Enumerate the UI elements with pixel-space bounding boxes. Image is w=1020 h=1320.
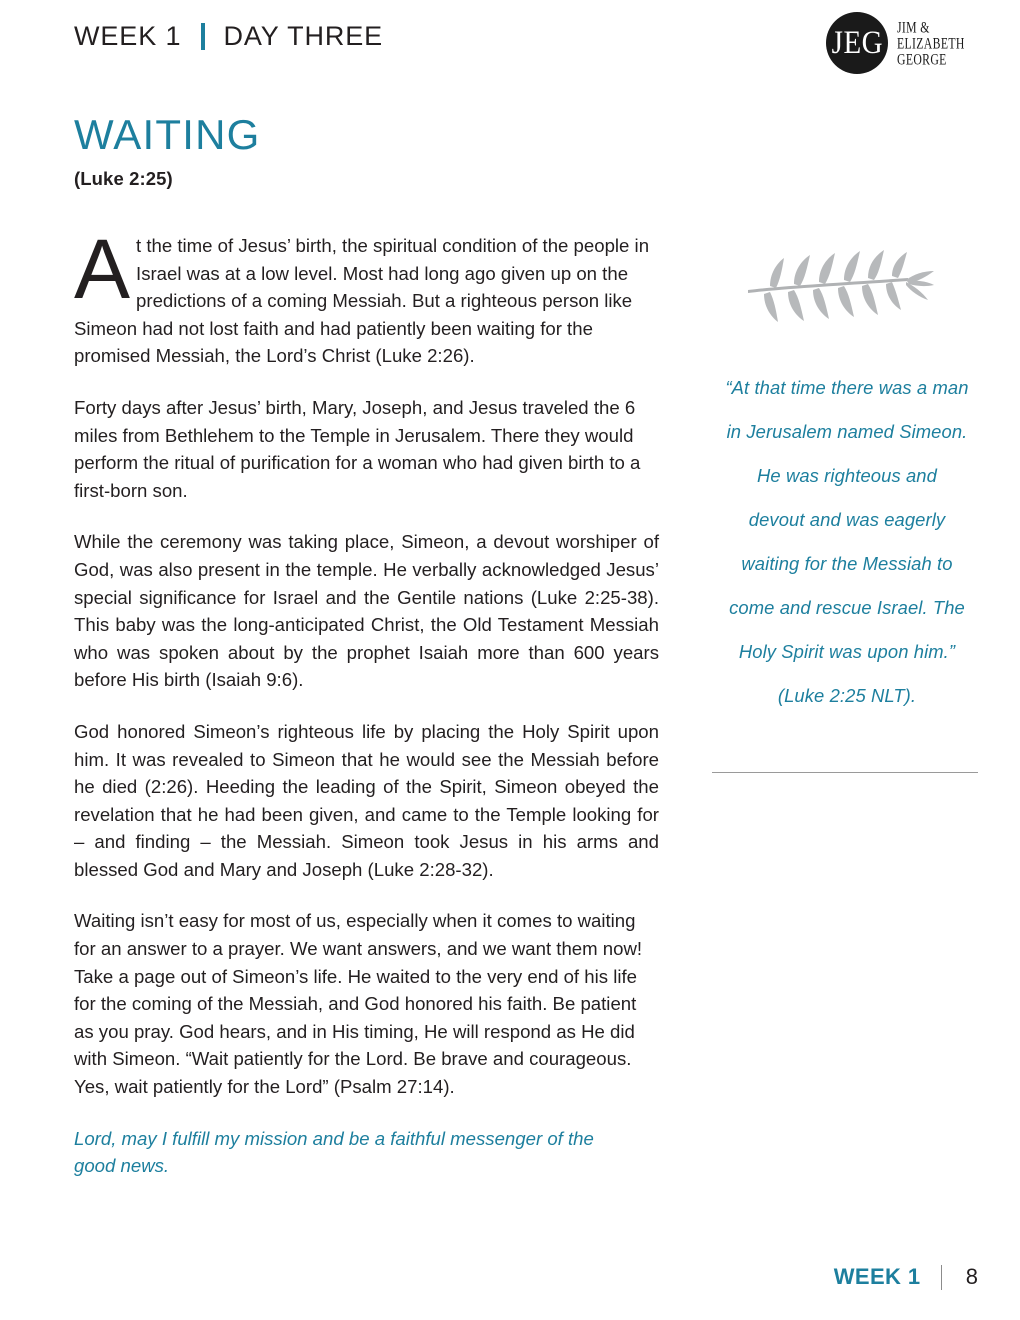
pullquote-line: He was righteous and xyxy=(757,465,937,486)
breadcrumb-divider xyxy=(201,23,205,50)
scripture-reference: (Luke 2:25) xyxy=(74,168,173,189)
pullquote-line: come and rescue Israel. The xyxy=(729,597,965,618)
prayer-text: Lord, may I fulfill my mission and be a faithful messenger of the good news. xyxy=(74,1127,594,1177)
pullquote-line: waiting for the Messiah to xyxy=(741,553,953,574)
logo-wordmark-line-3: GEORGE xyxy=(897,51,948,69)
page-number: 8 xyxy=(965,1264,978,1289)
main-text-column xyxy=(74,222,659,1180)
page-footer xyxy=(834,1262,978,1292)
body-paragraph-4: God honored Simeon’s righteous life by placing the Holy Spirit upon him. It was revealed to Simeon that he would see the Messiah before he died (2:26). Heeding the leading of the Spirit, Simeon obeyed the revelation that he had been given, and came to the Temple looking for – and finding – the Messiah. Simeon took Jesus in his arms and blessed God and Mary and Joseph (Luke 2:28-32). xyxy=(74,720,659,880)
footer-week-label: WEEK 1 xyxy=(833,1264,921,1289)
footer-divider xyxy=(941,1265,943,1290)
body-paragraph-2: Forty days after Jesus’ birth, Mary, Joseph, and Jesus traveled the 6 miles from Bethlehem to the Temple in Jerusalem. There they would perform the ritual of purification for a woman who had given birth to a first-born son. xyxy=(74,396,641,501)
pullquote-line: (Luke 2:25 NLT). xyxy=(777,685,917,706)
sidebar-column xyxy=(712,240,982,773)
logo-wordmark-line-2: ELIZABETH xyxy=(897,35,966,53)
pullquote-line: in Jerusalem named Simeon. xyxy=(726,421,968,442)
fern-branch-ornament xyxy=(740,240,940,326)
pullquote xyxy=(712,366,982,718)
body-paragraph-5: Waiting isn’t easy for most of us, especially when it comes to waiting for an answer to a prayer. We want answers, and we want them now! Take a page out of Simeon’s life. He waited to the very end of his life for the coming of the Messiah, and God honored his faith. Be patient as you pray. God hears, and in His timing, He will respond as He did with Simeon. “Wait patiently for the Lord. Be brave and courageous. Yes, wait patiently for the Lord” (Psalm 27:14). xyxy=(74,910,643,1098)
logo-wordmark xyxy=(897,19,978,68)
body-paragraph-1: At the time of Jesus’ birth, the spiritual condition of the people in Israel was at a low level. Most had long ago given up on the predictions of a coming Messiah. But a righteous person like Simeon had not lost faith and had patiently been waiting for the promised Messiah, the Lord’s Christ (Luke 2:26). xyxy=(74,222,650,367)
sidebar-divider xyxy=(712,772,978,773)
logo-monogram-text: JEG xyxy=(831,24,884,61)
pullquote-line: devout and was eagerly xyxy=(748,509,946,530)
breadcrumb-day: DAY THREE xyxy=(223,20,384,51)
brand-logo xyxy=(826,12,978,74)
body-paragraph-3: While the ceremony was taking place, Simeon, a devout worshiper of God, was also present in the temple. He verbally acknowledged Jesus’ special significance for Israel and the Gentile nations (Luke 2:25-38). This baby was the long-anticipated Christ, the Old Testament Messiah who was spoken about by the prophet Isaiah more than 600 years before His birth (Isaiah 9:6). xyxy=(74,531,659,691)
breadcrumb-week: WEEK 1 xyxy=(74,20,182,51)
logo-monogram-badge xyxy=(826,12,888,74)
pullquote-line: “At that time there was a man xyxy=(725,377,969,398)
page-title: WAITING xyxy=(74,111,261,159)
logo-wordmark-line-1: JIM & xyxy=(897,19,931,37)
pullquote-line: Holy Spirit was upon him.” xyxy=(738,641,956,662)
